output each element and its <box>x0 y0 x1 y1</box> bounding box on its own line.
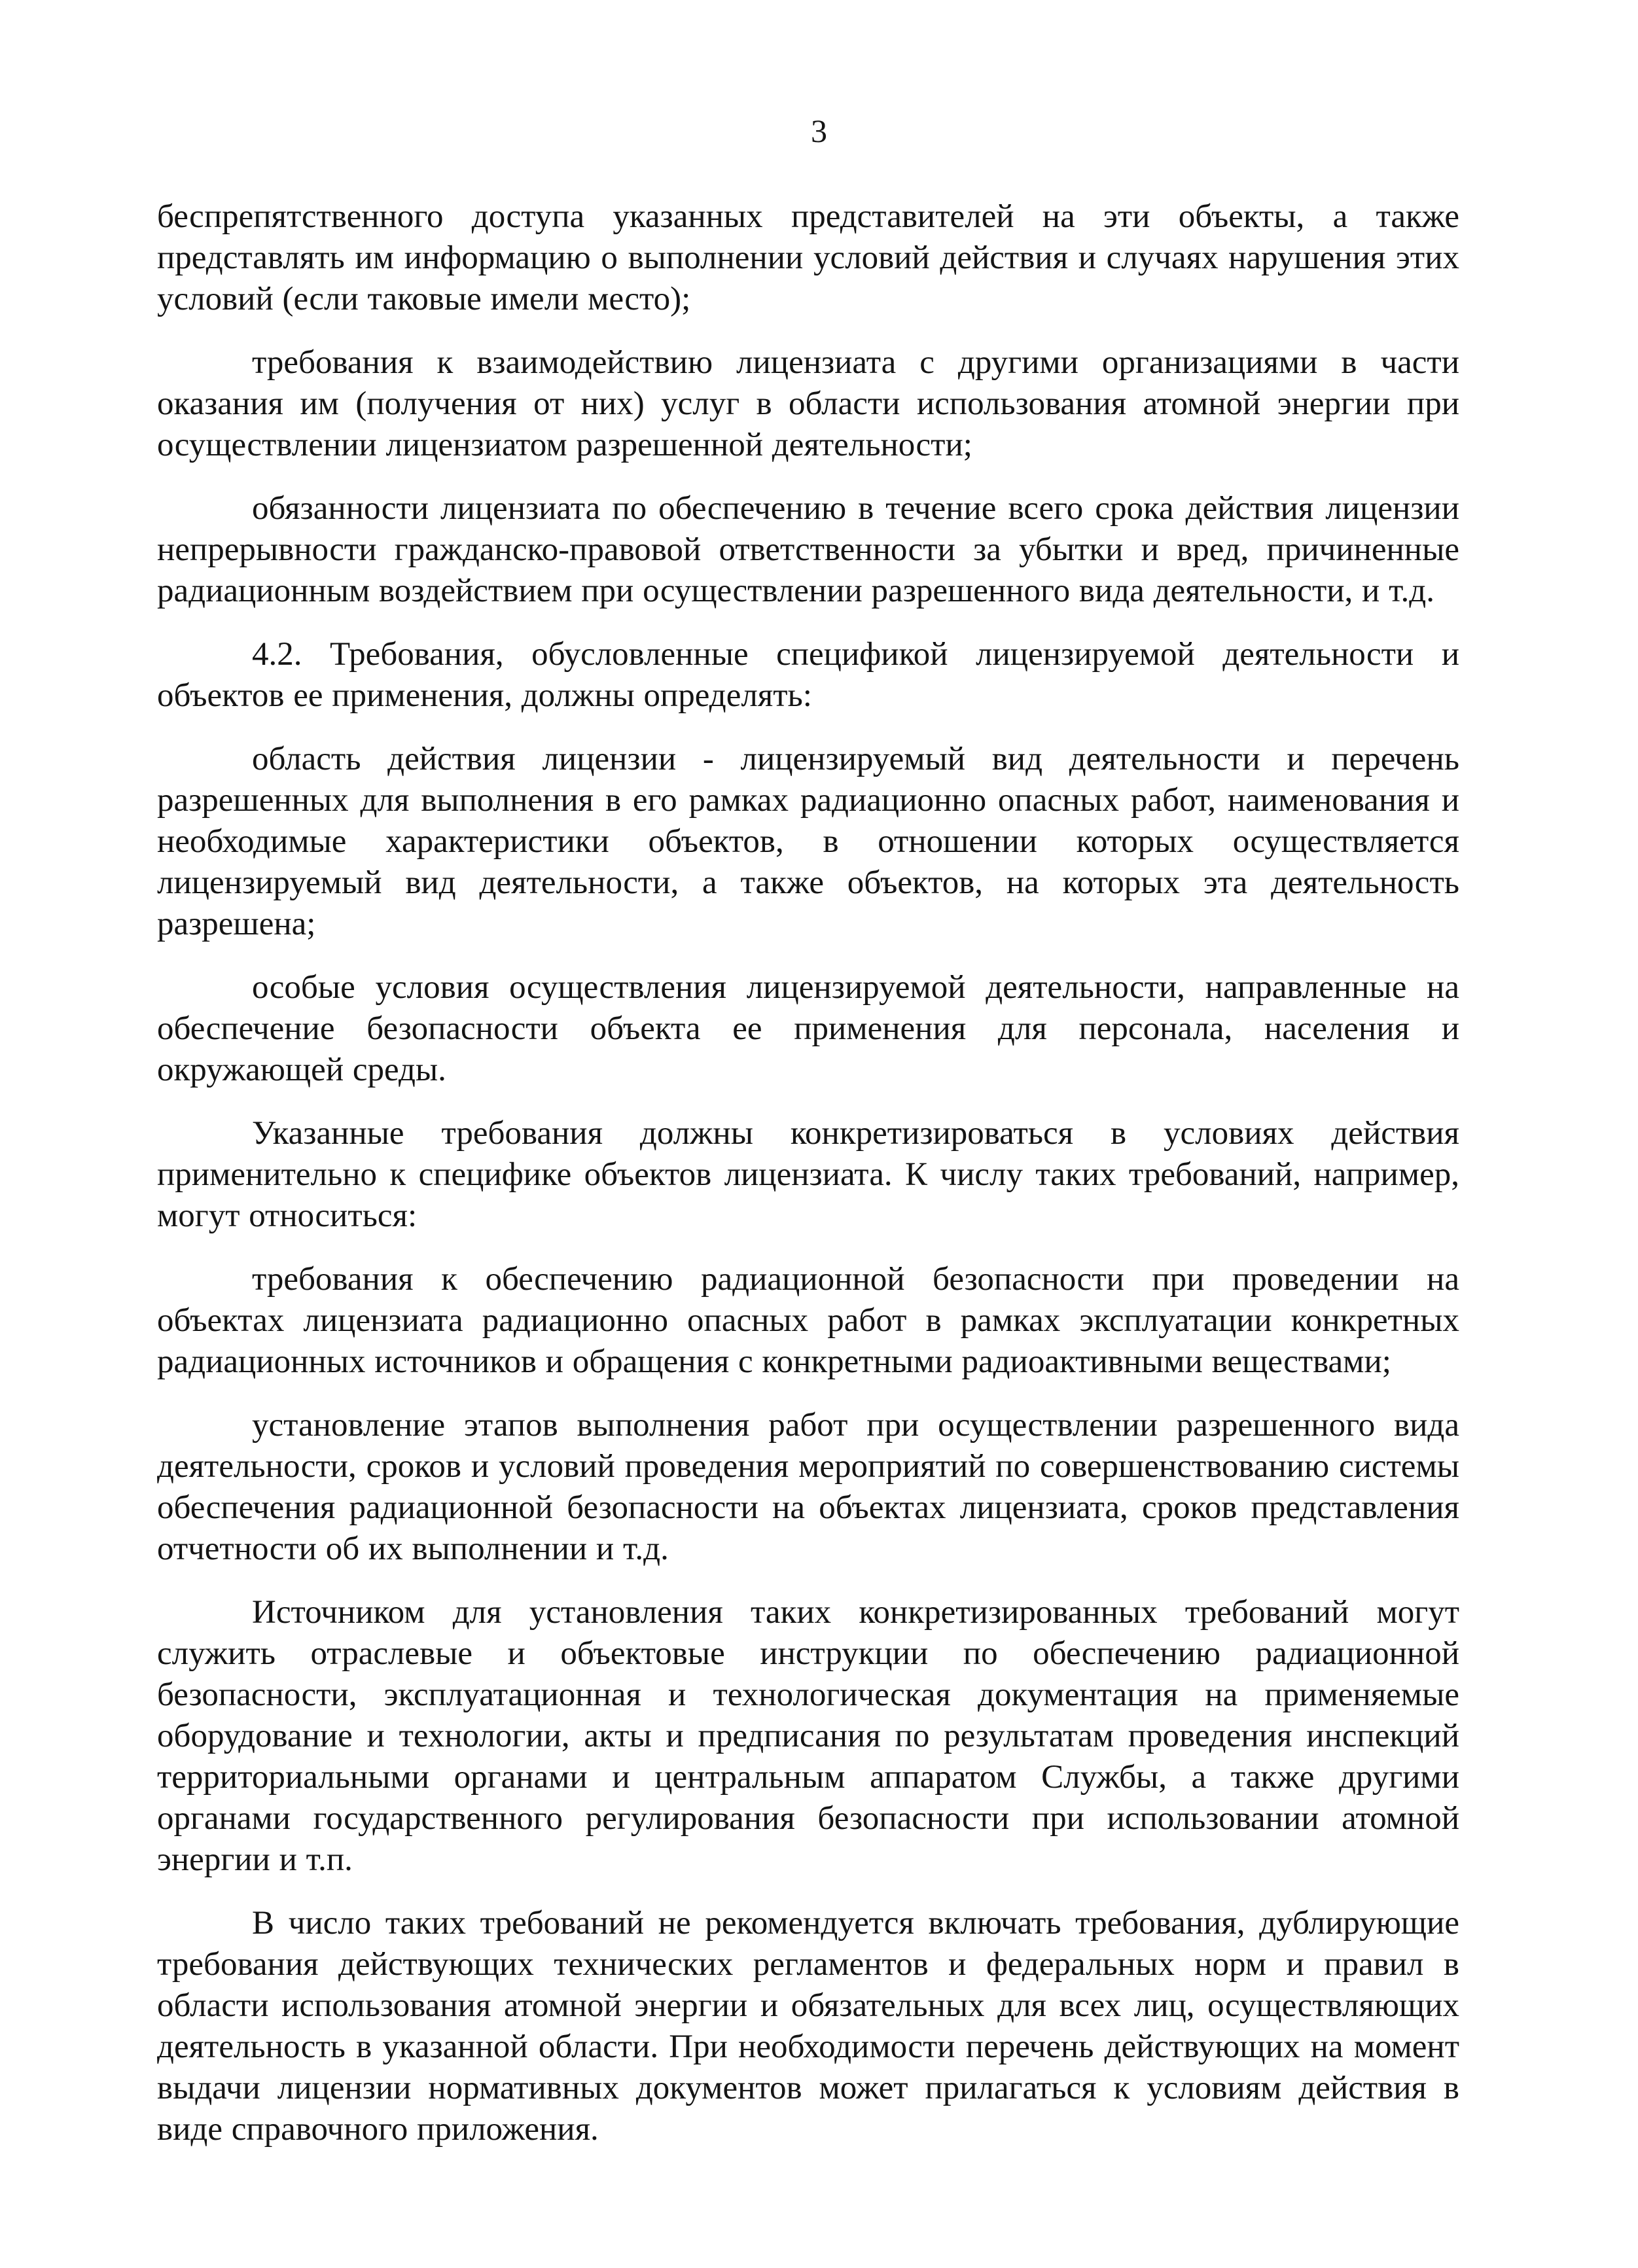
paragraph-access-continuation: беспрепятственного доступа указанных представителей на эти объекты, а также представлять им информацию о выполнении условий действия и случаях нарушения этих условий (если таковые имели место); <box>157 198 1459 317</box>
paragraph-work-stages: установление этапов выполнения работ при осуществлении разрешенного вида деятельности, сроков и условий проведения мероприятий по совершенствованию системы обеспечения радиационной безопасности на объектах лицензиата, сроков представления отчетности об их выполнении и т.д. <box>157 1407 1459 1567</box>
document-body <box>157 196 1459 2172</box>
paragraph-section-4-2: 4.2. Требования, обусловленные спецификой лицензируемой деятельности и объектов ее применения, должны определять: <box>157 636 1459 714</box>
paragraph-requirement-sources: Источником для установления таких конкретизированных требований могут служить отраслевые и объектовые инструкции по обеспечению радиационной безопасности, эксплуатационная и технологическая документация на применяемые оборудование и технологии, акты и предписания по результатам проведения инспекций территориальными органами и центральным аппаратом Службы, а также другими органами государственного регулирования безопасности при использовании атомной энергии и т.п. <box>157 1594 1459 1878</box>
paragraph-liability-obligations: обязанности лицензиата по обеспечению в течение всего срока действия лицензии непрерывности гражданско-правовой ответственности за убытки и вред, причиненные радиационным воздействием при осуществлении разрешенного вида деятельности, и т.д. <box>157 490 1459 609</box>
page-number: 3 <box>811 113 827 149</box>
paragraph-specified-requirements: Указанные требования должны конкретизироваться в условиях действия применительно к специфике объектов лицензиата. К числу таких требований, например, могут относиться: <box>157 1115 1459 1234</box>
paragraph-excluded-requirements: В число таких требований не рекомендуется включать требования, дублирующие требования действующих технических регламентов и федеральных норм и правил в области использования атомной энергии и обязательных для всех лиц, осуществляющих деятельность в указанной области. При необходимости перечень действующих на момент выдачи лицензии нормативных документов может прилагаться к условиям действия в виде справочного приложения. <box>157 1905 1459 2148</box>
paragraph-radiation-safety: требования к обеспечению радиационной безопасности при проведении на объектах лицензиата радиационно опасных работ в рамках эксплуатации конкретных радиационных источников и обращения с конкретными радиоактивными веществами; <box>157 1261 1459 1380</box>
paragraph-license-scope: область действия лицензии - лицензируемый вид деятельности и перечень разрешенных для выполнения в его рамках радиационно опасных работ, наименования и необходимые характеристики объектов, в отношении которых осуществляется лицензируемый вид деятельности, а также объектов, на которых эта деятельность разрешена; <box>157 741 1459 942</box>
paragraph-special-conditions: особые условия осуществления лицензируемой деятельности, направленные на обеспечение безопасности объекта ее применения для персонала, населения и окружающей среды. <box>157 969 1459 1088</box>
paragraph-interaction-requirements: требования к взаимодействию лицензиата с другими организациями в части оказания им (получения от них) услуг в области использования атомной энергии при осуществлении лицензиатом разрешенной деятельности; <box>157 344 1459 463</box>
